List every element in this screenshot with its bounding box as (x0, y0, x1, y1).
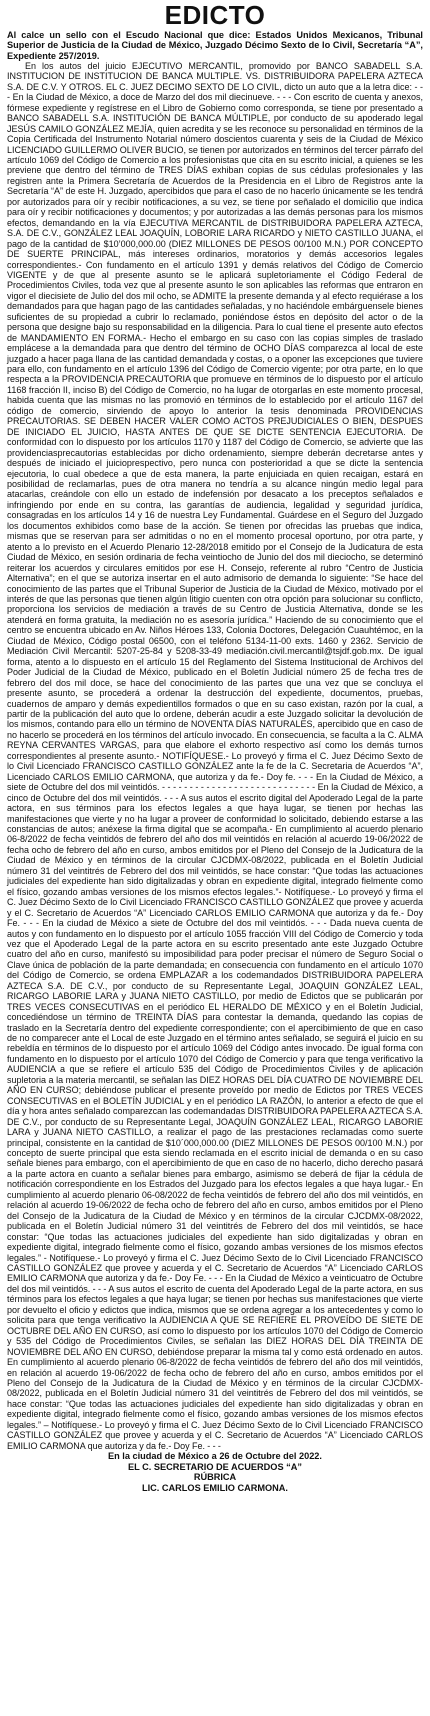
signature-name: LIC. CARLOS EMILIO CARMONA. (142, 1482, 288, 1493)
document-body: En los autos del juicio EJECUTIVO MERCANTIL, promovido por BANCO SABADELL S.A. INSTITUCION DE INSTITUCION DE BANCA MULTIPLE. VS. DISTRIBUIDORA PAPELERA AZTECA S.A. DE C.V. Y OTROS. EL C. JUEZ DECIMO SEXTO DE LO CIVIL, dicto un auto que a la letra dice: - - - En la Ciudad de México, a doce de Marzo del dos mil diecinueve. - - - Con escrito de cuenta y anexos, fórmese expediente y regístrese en el Libro de Gobierno como corresponda, se tiene por presentado a BANCO SABADELL S.A. INSTITUCIÓN DE BANCA MÚLTIPLE, por conducto de su apoderado legal JESÚS CAMILO GONZÁLEZ MEJÍA, quien acredita y se les reconoce su personalidad en términos de la Copia Certificada del Instrumento Notarial número doscientos cuarenta y seis de la Ciudad de México LICENCIADO GUILLERMO OLIVER BUCIO, se tienen por autorizados en términos del tercer párrafo del artículo 1069 del Código de Comercio a los profesionistas que cita en su escrito inicial, a quienes se les previene que dentro del término de TRES DÍAS exhiban copias de sus cédulas profesionales y las registren ante la Primera Secretaría de Acuerdos de la Presidencia en el Libro de Registros ante la Secretaría “A” de este H. Juzgado, apercibidos que para el caso de no hacerlo únicamente se les tendrá por autorizados para oír y recibir notificaciones, a su vez, se tiene por señalado el domicilio que indica para oír y recibir notificaciones y documentos; y por autorizadas a las demás personas para los mismos efectos, demandando en la vía EJECUTIVA MERCANTIL de DISTRIBUIDORA PAPELERA AZTECA, S.A. DE C.V., GONZÁLEZ LEAL JOAQUÍN, LOBORIE LARA RICARDO y NIETO CASTILLO JUANA, el pago de la cantidad de $10’000,000.00 (DIEZ MILLONES DE PESOS 00/100 M.N.) POR CONCEPTO DE SUERTE PRINCIPAL, más intereses ordinarios, moratorios y demás accesorios legales correspondientes.- Con fundamento en el artículo 1391 y demás relativos del Código de Comercio VIGENTE y de que al presente asunto se le aplicará supletoriamente el Código Federal de Procedimientos Civiles, toda vez que al presente asunto le son aplicables las reformas que entraron en vigor el diecisiete de Julio del dos mil ocho, se ADMITE la presente demanda y al efecto requiérase a los demandados para que hagan pago de las cantidades señaladas, y no haciéndole embárguensele bienes suficientes de su propiedad a cubrir lo reclamado, poniéndose éstos en depósito del actor o de la persona que designe bajo su responsabilidad en la diligencia. Para lo cual tiene el presente auto efectos de MANDAMIENTO EN FORMA.- Hecho el embargo en su caso con las copias simples de traslado emplácese a la demandada para que dentro del término de OCHO DÍAS comparezca al local de este juzgado a hacer paga llana de las cantidad demandada y costas, o a oponer las excepciones que tuviere para ello, con fundamento en el artículo 1396 del Código de Comercio vigente; por otra parte, en lo que respecta a la PROVIDENCIA PRECAUTORIA que promueve en términos de lo dispuesto por el artículo 1168 fracción II, inciso B) del Código de Comercio, no ha lugar de otorgarlas en este momento procesal, habida cuenta que las mismas no las promovió en términos de lo establecido por el artículo 1167 del código de comercio, sirviendo de apoyo lo anterior la tesis denominada PROVIDENCIAS PRECAUTORIAS. SE DEBEN HACER VALER COMO ACTOS PREJUDICIALES O BIEN, DESPUES DE INICIADO EL JUICIO, HASTA ANTES DE QUE SE DICTE SENTENCIA EJECUTORIA. De conformidad con lo dispuesto por los artículos 1170 y 1187 del Código de Comercio, se advierte que las providenciasprecautorias establecidas por dicho ordenamiento, siempre deberán decretarse antes y después de iniciado el juicioprespectivo, pero nunca con posterioridad a que se dicte la sentencia ejecutoria, lo cual obedece a que de esta manera, la parte enjuiciada en quien recaigan, estará en posibilidad de reclamarlas, pues de otra manera no tendría a su alcance ningún medio legal para atacarlas, creándole con ello un estado de indefensión por desacato a los preceptos señalados e infringiendo por ende en su contra, las garantías de audiencia, legalidad y seguridad jurídica, consagradas en los artículos 14 y 16 de nuestra Ley Fundamental. Guárdese en el Seguro del Juzgado los documentos exhibidos como base de la acción. Se tienen por ofrecidas las pruebas que indica, mismas que se reservan para ser admitidas o no en el momento procesal oportuno, por otra parte, y atento a lo previsto en el Acuerdo Plenario 12-28/2018 emitido por el Consejo de la Judicatura de esta Ciudad de México, en sesión ordinaria de fecha veintiocho de Junio del dos mil dieciocho, se determinó reiterar los acuerdos y circulares emitidos por ese H. Consejo, referente al rubro “Centro de Justicia Alternativa”; en el que se autoriza insertar en el auto admisorio de demanda lo siguiente: “Se hace del conocimiento de las partes que el Tribunal Superior de Justicia de la Ciudad de México, motivado por el interés de que las personas que tienen algún litigio cuenten con otra opción para solucionar su conflicto, proporciona los servicios de mediación a través de su Centro de Justicia Alternativa, donde se les atenderá en forma gratuita, la mediación no es asesoría jurídica.” Haciendo de su conocimiento que el centro se encuentra ubicado en Av. Niños Héroes 133, Colonia Doctores, Delegación Cuauhtémoc, en la Ciudad de México, Código postal 06500, con el teléfono 5134-11-00 exts. 1460 y 2362. Servicio de Mediación Civil Mercantil: 5207-25-84 y 5208-33-49 mediación.civil.mercantil@tsjdf.gob.mx. De igual forma, atento a lo dispuesto en el artículo 15 del Reglamento del Sistema Institucional de Archivos del Poder Judicial de la Ciudad de México, publicado en el Boletín Judicial número 25 de fecha tres de febrero del dos mil doce, se hace del conocimiento de las partes que una vez que se concluya el presente asunto, se procederá a ordenar la destrucción del expediente, documentos, pruebas, cuadernos de amparo y demás expedientillos formados o que en su caso existan, razón por la cual, a partir de la publicación del auto que lo ordene, deberán acudir a este Juzgado solicitar la devolución de los mismos, contando para ello un término de NOVENTA DÍAS NATURALES, apercibido que en caso de no hacerlo se procederá en los términos del artículo invocado. En consecuencia, se faculta a la C. ALMA REYNA CERVANTES VARGAS, para que elabore el exhorto respectivo así como los demás turnos correspondientes al presente asunto.- NOTIFÍQUESE.- Lo proveyó y firma el C. Juez Décimo Sexto de lo Civil Licenciado FRANCISCO CASTILLO GONZÁLEZ ante la fe de la C. Secretaria de Acuerdos “A”, Licenciado CARLOS EMILIO CARMONA, que autoriza y da fe.- Doy fe. - - - En la Ciudad de México, a siete de Octubre del dos mil veintidós. - - - - - - - - - - - - - - - - - - - - - - - - - - - - En la Ciudad de México, a cinco de Octubre del dos mil veintidós. - - - A sus autos el escrito digital del Apoderado Legal de la parte actora, en sus términos para los efectos legales a que haya lugar, se tienen por hechas las manifestaciones que vierte y no ha lugar a proveer de conformidad lo solicitado, debiendo estarse a las constancias de autos; anéxese la firma digital que se acompaña.- En cumplimiento al acuerdo plenario 06-8/2022 de fecha veintidós de febrero del año dos mil veintidós en relación al acuerdo 19-06/2022 de fecha ocho de febrero del año en curso, ambos emitidos por el Pleno del Consejo de la Judicatura de la Ciudad de México y en términos de la circular CJCDMX-08/2022, publicada en el Boletín Judicial número 31 del veintitrés de Febrero del dos mil veintidós, se hace constar: “Que todas las actuaciones judiciales del expediente han sido digitalizadas y obran en expediente digital, integrado fielmente como el físico, gozando ambas versiones de los mismos efectos legales.”- Notifíquese.- Lo proveyó y firma el C. Juez Décimo Sexto de lo Civil Licenciado FRANCISCO CASTILLO GONZÁLEZ que provee y acuerda y el C. Secretario de Acuerdos “A” Licenciado CARLOS EMILIO CARMONA que autoriza y da fe.- Doy Fe. - - - En la ciudad de México a siete de Octubre del dos mil veintidós. - - - Dada nueva cuenta de autos y con fundamento en lo dispuesto por el artículo 1055 fracción VIII del Código de Comercio y toda vez que el Apoderado Legal de la parte actora en su escrito presentado ante este Juzgado Octubre cuatro del año en curso, manifestó su imposibilidad para poder precisar el número de Seguro Social o Clave única de población de la parte demandada; en consecuencia con fundamento en el artículo 1070 del Código de Comercio, se ordena EMPLAZAR a los codemandados DISTRIBUIDORA PAPELERA AZTECA S.A. DE C.V., por conducto de su Representante Legal, JOAQUIN GONZÁLEZ LEAL, RICARGO LABORIE LARA y JUANA NIETO CASTILLO, por medio de Edictos que se publicarán por TRES VECES CONSECUTIVAS en el periódico EL HERALDO DE MÉXICO y en el Boletín Judicial, concediéndose un término de TREINTA DÍAS para contestar la demanda, quedando las copias de traslado en la Secretaría dentro del expediente correspondiente; con el apercibimiento de que en caso de no comparecer ante el Local de este Juzgado en el término antes señalado, se seguirá el juicio en su rebeldía en términos de lo dispuesto por el artículo 1069 del Código antes invocado. De igual forma con fundamento en lo dispuesto por el artículo 1070 del Código de Comercio y para que tenga verificativo la AUDIENCIA a que se refiere el artículo 535 del Código de Procedimientos Civiles y de aplicación supletoria a la materia mercantil, se señalan las DIEZ HORAS DEL DÍA CUATRO DE NOVIEMBRE DEL AÑO EN CURSO; debiéndose publicar el presente proveído por medio de Edictos por TRES VECES CONSECUTIVAS en el BOLETÍN JUDICIAL y en el periódico LA RAZÓN, lo anterior a efecto de que el día y hora antes señalado comparezcan las codemandadas DISTRIBUIDORA PAPELERA AZTECA S.A. DE C.V., por conducto de su Representante Legal, JOAQUÍN GONZÁLEZ LEAL, RICARGO LABORIE LARA y JUANA NIETO CASTILLO, a realizar el pago de las prestaciones reclamadas como suerte principal, consistente en la cantidad de $10´000,000.00 (DIEZ MILLONES DE PESOS 00/100 M.N.) por concepto de suerte principal que esta siendo reclamada en el escrito inicial de demanda o en su caso señale bienes para embargo, con el apercibimiento de que en caso de no hacerlo, dicho derecho pasará a la parte actora en cuanto a señalar bienes para embargo, asimismo se deberá de fijar la cédula de notificación correspondiente en los Estrados del Juzgado para los efectos legales a que haya lugar.- En cumplimiento al acuerdo plenario 06-08/2022 de fecha veintidós de febrero del año dos mil veintidós, en relación al acuerdo 19-06/2022 de fecha ocho de febrero del año en curso, ambos emitidos por el Pleno del Consejo de la Judicatura de la Ciudad de México y en términos de la circular CJCDMX-08/2022, publicada en el Boletín Judicial número 31 del veintitrés de Febrero del dos mil veintidós, se hace constar: “Que todas las actuaciones judiciales del expediente han sido digitalizadas y obran en expediente digital, integrado fielmente como el físico, gozando ambas versiones de los mismos efectos legales.” - Notifíquese.- Lo proveyó y firma el C. Juez Décimo Sexto de lo Civil Licenciado FRANCISCO CASTILLO GONZÁLEZ que provee y acuerda y el C. Secretario de Acuerdos “A” Licenciado CARLOS EMILIO CARMONA que autoriza y da fe.- Doy Fe. - - - En la Ciudad de México a veinticuatro de Octubre del dos mil veintidós. - - - A sus autos el escrito de cuenta del Apoderado Legal de la parte actora, en sus términos para los efectos legales a que haya lugar; se tienen por hechas sus manifestaciones que vierte por devuelto el oficio y edictos que indica, mismos que se ordena agregar a los antecedentes y como lo solicita para que tenga verificativo la AUDIENCIA A QUE SE REFIERE EL PROVEÍDO DE SIETE DE OCTUBRE DEL AÑO EN CURSO, así como lo dispuesto por los artículos 1070 del Código de Comercio y 535 del Código de Procedimientos Civiles, se señalan las DIEZ HORAS DEL DÍA TREINTA DE NOVIEMBRE DEL AÑO EN CURSO, debiéndose preparar la misma tal y como está ordenado en autos. En cumplimiento al acuerdo plenario 06-8/2022 de fecha veintidós de febrero del año dos mil veintidós, en relación al acuerdo 19-06/2022 de fecha ocho de febrero del año en curso, ambos emitidos por el Pleno del Consejo de la Judicatura de la Ciudad de México y en términos de la circular CJCDMX-08/2022, publicada en el Boletín Judicial número 31 del veintitrés de Febrero del dos mil veintidós, se hace constar: “Que todas las actuaciones judiciales del expediente han sido digitalizadas y obran en expediente digital, integrado fielmente como el físico, gozando ambas versiones de los mismos efectos legales.” – Notifíquese.- Lo proveyó y firma el C. Juez Décimo Sexto de lo Civil Licenciado FRANCISCO CASTILLO GONZÁLEZ que provee y acuerda y el C. Secretario de Acuerdos “A” Licenciado CARLOS EMILIO CARMONA que autoriza y da fe.- Doy Fe. - - - (7, 60, 423, 1451)
signature-title: EL C. SECRETARIO DE ACUERDOS “A” (128, 1461, 302, 1472)
document-title: EDICTO (164, 0, 266, 30)
date-line: En la ciudad de México a 26 de Octubre del 2022. (108, 1451, 322, 1462)
signature-rubrica: RÚBRICA (193, 1472, 237, 1483)
document-heading: Al calce un sello con el Escudo Nacional que dice: Estados Unidos Mexicanos, Tribunal Superior de Justicia de la Ciudad de México, Juzgado Décimo Sexto de lo Civil, Secretaría “A”, Expediente 257/2019. (7, 30, 423, 61)
